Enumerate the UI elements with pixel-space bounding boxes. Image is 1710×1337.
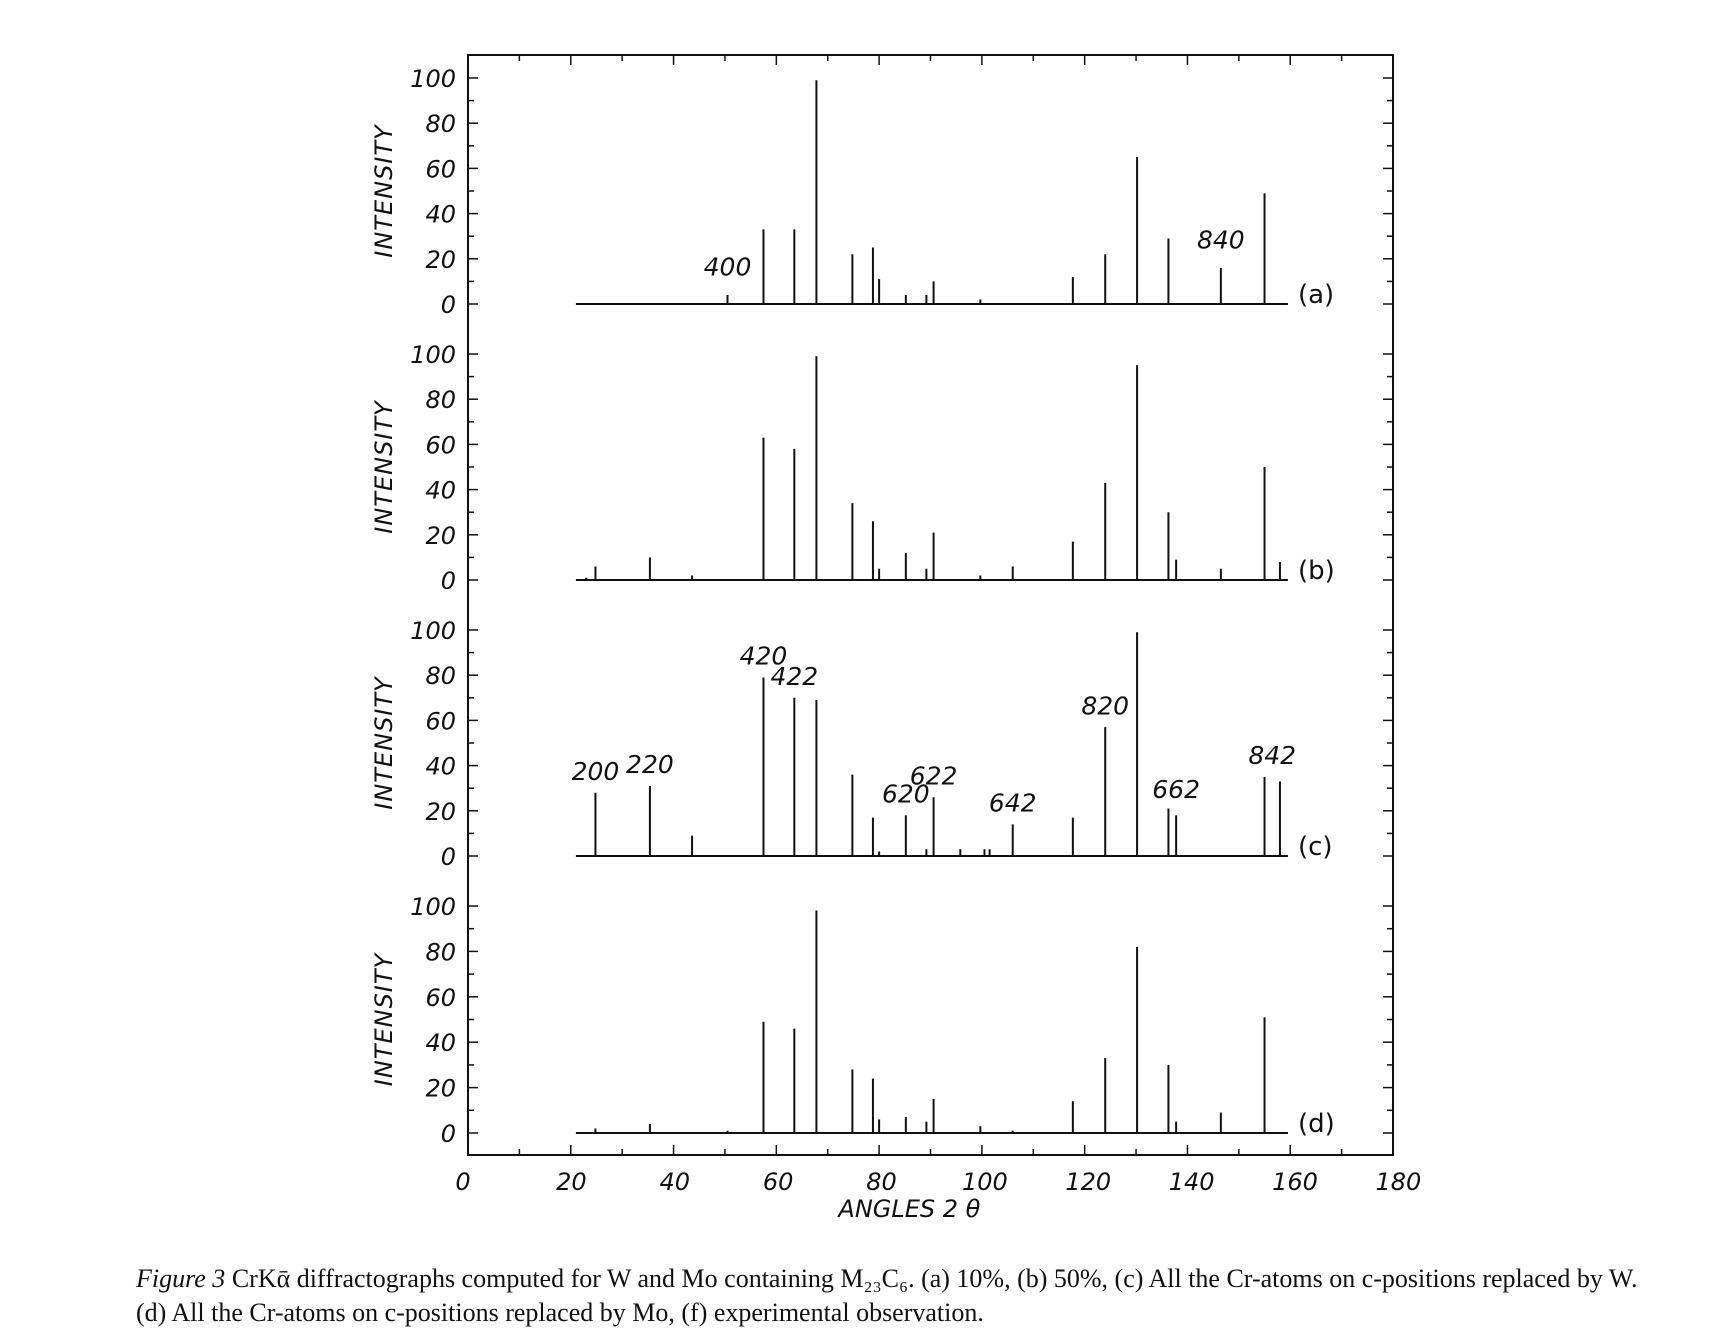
y-tick-label: 20 [425,521,456,550]
peak-label: 220 [626,750,674,780]
x-tick-label: 160 [1272,1168,1318,1196]
peak-label: 662 [1152,775,1200,805]
peak-label: 820 [1081,691,1130,721]
x-tick-label: 80 [866,1168,897,1196]
x-tick-label: 120 [1065,1168,1112,1196]
y-tick-label: 80 [425,386,456,415]
x-tick-label: 0 [455,1168,471,1196]
peak-label: 842 [1248,741,1297,771]
x-tick-label: 180 [1375,1168,1422,1196]
y-tick-label: 60 [425,431,456,460]
x-tick-label: 60 [762,1168,794,1196]
y-tick-label: 100 [410,341,456,369]
y-tick-label: 0 [440,291,456,319]
y-tick-label: 40 [425,200,456,229]
y-tick-label: 60 [425,155,456,184]
plot-frame [468,55,1393,1155]
y-tick-label: 0 [440,843,456,871]
x-tick-label: 40 [659,1168,691,1196]
y-axis-label: INTENSITY [370,124,398,258]
y-axis-label: INTENSITY [370,952,398,1087]
panel-label: (a) [1297,280,1335,310]
y-axis-label: INTENSITY [370,676,398,810]
y-tick-label: 60 [425,983,456,1012]
peak-label: 642 [988,788,1037,818]
y-tick-label: 0 [440,567,456,595]
y-tick-label: 60 [425,707,456,736]
y-tick-label: 0 [440,1120,456,1148]
y-tick-label: 40 [425,476,456,505]
x-tick-label: 140 [1168,1168,1215,1196]
y-tick-label: 100 [410,617,456,645]
panel-label: (c) [1297,832,1333,862]
y-tick-label: 40 [425,752,456,781]
y-tick-label: 80 [425,938,456,967]
y-tick-label: 20 [425,1074,456,1103]
caption-figure-label: Figure 3 [136,1264,226,1293]
peak-label: 622 [909,761,958,791]
x-axis-label: ANGLES 2 θ [838,1195,981,1223]
panel-label: (b) [1297,556,1335,586]
y-tick-label: 100 [410,893,456,921]
x-tick-label: 20 [556,1168,587,1196]
peak-label: 620 [881,779,930,809]
y-tick-label: 40 [425,1029,456,1058]
y-tick-label: 20 [425,245,456,274]
figure-caption [136,1262,1656,1330]
peak-label: 420 [739,641,788,671]
y-tick-label: 80 [425,662,456,691]
y-tick-label: 80 [425,110,456,139]
x-tick-label: 100 [961,1168,1008,1196]
caption-text: CrKᾱ diffractographs computed for W and Mo containing M₂₃C₆. (a) 10%, (b) 50%, (c) All the Cr-atoms on c-positions replaced by W. (d) All the Cr-atoms on c-positions replaced by Mo, (f) experimental observation. [136,1264,1638,1327]
y-tick-label: 20 [425,797,456,826]
peak-label: 200 [571,756,620,786]
peak-label: 400 [703,252,752,282]
peak-label: 840 [1196,225,1245,255]
peak-label: 422 [770,662,819,692]
y-axis-label: INTENSITY [370,400,398,534]
y-tick-label: 100 [410,65,456,93]
panel-label: (d) [1297,1109,1335,1139]
